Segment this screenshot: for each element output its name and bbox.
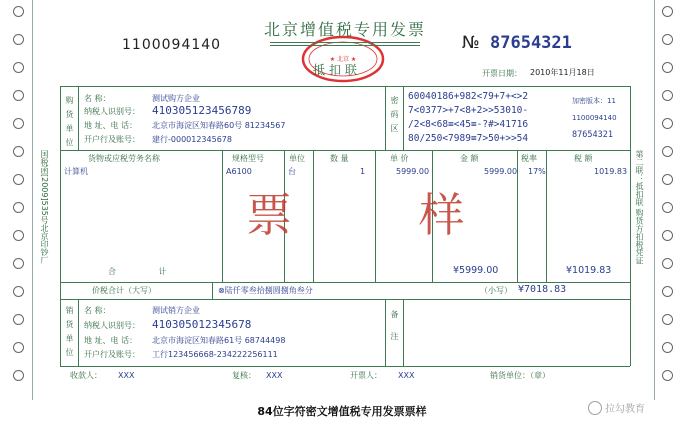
payee-value: XXX bbox=[118, 371, 135, 380]
review-value: XXX bbox=[266, 371, 283, 380]
feed-hole bbox=[13, 118, 24, 129]
col-header-unit: 单位 bbox=[289, 154, 305, 163]
svg-text:★ 北京 ★: ★ 北京 ★ bbox=[329, 56, 357, 63]
feed-hole bbox=[662, 370, 673, 381]
seller-name-value: 测试销方企业 bbox=[152, 306, 200, 315]
feed-hole bbox=[13, 342, 24, 353]
feed-hole bbox=[662, 146, 673, 157]
seller-taxid-value: 410305012345678 bbox=[152, 318, 252, 331]
item-spec: A6100 bbox=[226, 167, 252, 176]
seller-addr-label: 地 址、电 话： bbox=[84, 336, 138, 345]
logo-text: 拉勾教育 bbox=[605, 404, 645, 415]
total-tax: ¥1019.83 bbox=[566, 265, 612, 276]
buyer-bank-value: 建行-000012345678 bbox=[152, 135, 232, 144]
feed-hole bbox=[662, 6, 673, 17]
feed-hole bbox=[13, 202, 24, 213]
feed-hole bbox=[662, 174, 673, 185]
total-label: 合 计 bbox=[108, 267, 187, 276]
cipher-number: 87654321 bbox=[572, 130, 613, 140]
caption: 84位字符密文增值税专用发票票样 bbox=[257, 405, 427, 418]
review-label: 复核： bbox=[232, 371, 256, 380]
watermark-logo bbox=[588, 400, 645, 415]
logo-icon bbox=[588, 401, 602, 415]
feed-hole bbox=[662, 118, 673, 129]
feed-hole bbox=[13, 34, 24, 45]
left-side-text: 国税函[2009]535号北京印钞厂 bbox=[40, 150, 49, 264]
buyer-name-value: 测试购方企业 bbox=[152, 94, 200, 103]
issuer-value: XXX bbox=[398, 371, 415, 380]
cipher-line: 80/250<7989≡7>50+>>54 bbox=[408, 133, 529, 144]
feed-hole bbox=[662, 230, 673, 241]
col-header-rate: 税率 bbox=[521, 154, 537, 163]
number-prefix: № bbox=[462, 33, 480, 53]
cipher-line: 7<0377>+7<8+2>>53010- bbox=[408, 105, 529, 116]
cipher-line: /2<8<68≡<45≡-?#>41716 bbox=[408, 119, 529, 130]
feed-hole bbox=[662, 342, 673, 353]
buyer-addr-label: 地 址、电 话： bbox=[84, 121, 138, 130]
issuer-label: 开票人： bbox=[350, 371, 382, 380]
item-qty: 1 bbox=[360, 167, 366, 176]
feed-hole bbox=[662, 314, 673, 325]
price-total-words: ⊗陆仟零叁拾捌圆捌角叁分 bbox=[218, 286, 313, 295]
invoice-code: 1100094140 bbox=[122, 37, 222, 53]
price-total-label: 价税合计（大写） bbox=[92, 286, 156, 295]
feed-hole bbox=[13, 314, 24, 325]
buyer-taxid-value: 410305123456789 bbox=[152, 104, 252, 117]
total-amount: ¥5999.00 bbox=[453, 265, 499, 276]
feed-hole bbox=[662, 286, 673, 297]
price-total-small-value: ¥7018.83 bbox=[518, 284, 567, 295]
feed-hole bbox=[13, 258, 24, 269]
feed-hole bbox=[13, 286, 24, 297]
feed-hole bbox=[662, 90, 673, 101]
payee-label: 收款人： bbox=[70, 371, 102, 380]
item-amount: 5999.00 bbox=[484, 167, 518, 176]
feed-hole bbox=[13, 146, 24, 157]
seller-addr-value: 北京市海淀区知春路61号 68744498 bbox=[152, 336, 286, 345]
cipher-version: 加密版本：11 bbox=[572, 97, 616, 105]
feed-hole bbox=[13, 370, 24, 381]
item-rate: 17% bbox=[528, 167, 546, 176]
right-side-text: 第二联：抵扣联 购货方扣税凭证 bbox=[635, 150, 644, 265]
feed-hole bbox=[662, 258, 673, 269]
buyer-section-label: 购货单位 bbox=[65, 96, 74, 152]
seller-section-label: 销货单位 bbox=[65, 306, 74, 362]
price-total-small-label: （小写） bbox=[480, 286, 512, 295]
col-header-amount: 金 额 bbox=[460, 154, 479, 163]
seller-bank-label: 开户行及账号： bbox=[84, 350, 140, 359]
feed-hole bbox=[662, 34, 673, 45]
feed-hole bbox=[13, 62, 24, 73]
seller-taxid-label: 纳税人识别号： bbox=[84, 321, 140, 330]
seller-bank-value: 工行123456668-234222256111 bbox=[152, 350, 278, 359]
remark-label: 备注 bbox=[390, 310, 399, 354]
cipher-section-label: 密码区 bbox=[390, 96, 399, 138]
buyer-bank-label: 开户行及账号： bbox=[84, 135, 140, 144]
cipher-line: 60040186+982<79+7+<>2 bbox=[408, 91, 529, 102]
col-header-name: 货物或应税劳务名称 bbox=[88, 154, 160, 163]
invoice-title: 北京增值税专用发票 bbox=[264, 20, 427, 39]
cipher-code: 1100094140 bbox=[572, 114, 617, 122]
feed-hole bbox=[13, 90, 24, 101]
seller-name-label: 名 称： bbox=[84, 306, 111, 315]
feed-hole bbox=[662, 62, 673, 73]
item-price: 5999.00 bbox=[396, 167, 430, 176]
col-header-spec: 规格型号 bbox=[232, 154, 264, 163]
buyer-addr-value: 北京市海淀区知春路60号 81234567 bbox=[152, 121, 286, 130]
item-tax: 1019.83 bbox=[594, 167, 628, 176]
col-header-price: 单 价 bbox=[390, 154, 409, 163]
seller-stamp-label: 销货单位：（章） bbox=[490, 371, 550, 380]
item-unit: 台 bbox=[288, 167, 296, 176]
sample-watermark: 票 样 bbox=[246, 188, 521, 242]
feed-hole bbox=[662, 202, 673, 213]
buyer-taxid-label: 纳税人识别号： bbox=[84, 107, 140, 116]
invoice-number: 87654321 bbox=[490, 33, 572, 53]
col-header-tax: 税 额 bbox=[574, 154, 593, 163]
feed-hole bbox=[13, 230, 24, 241]
date-label: 开票日期： bbox=[482, 69, 522, 78]
col-header-qty: 数 量 bbox=[330, 154, 349, 163]
copy-name: 抵扣联 bbox=[313, 63, 362, 77]
buyer-name-label: 名 称： bbox=[84, 94, 111, 103]
item-name: 计算机 bbox=[64, 167, 88, 176]
feed-hole bbox=[13, 174, 24, 185]
feed-hole bbox=[13, 6, 24, 17]
date-value: 2010年11月18日 bbox=[530, 68, 595, 77]
